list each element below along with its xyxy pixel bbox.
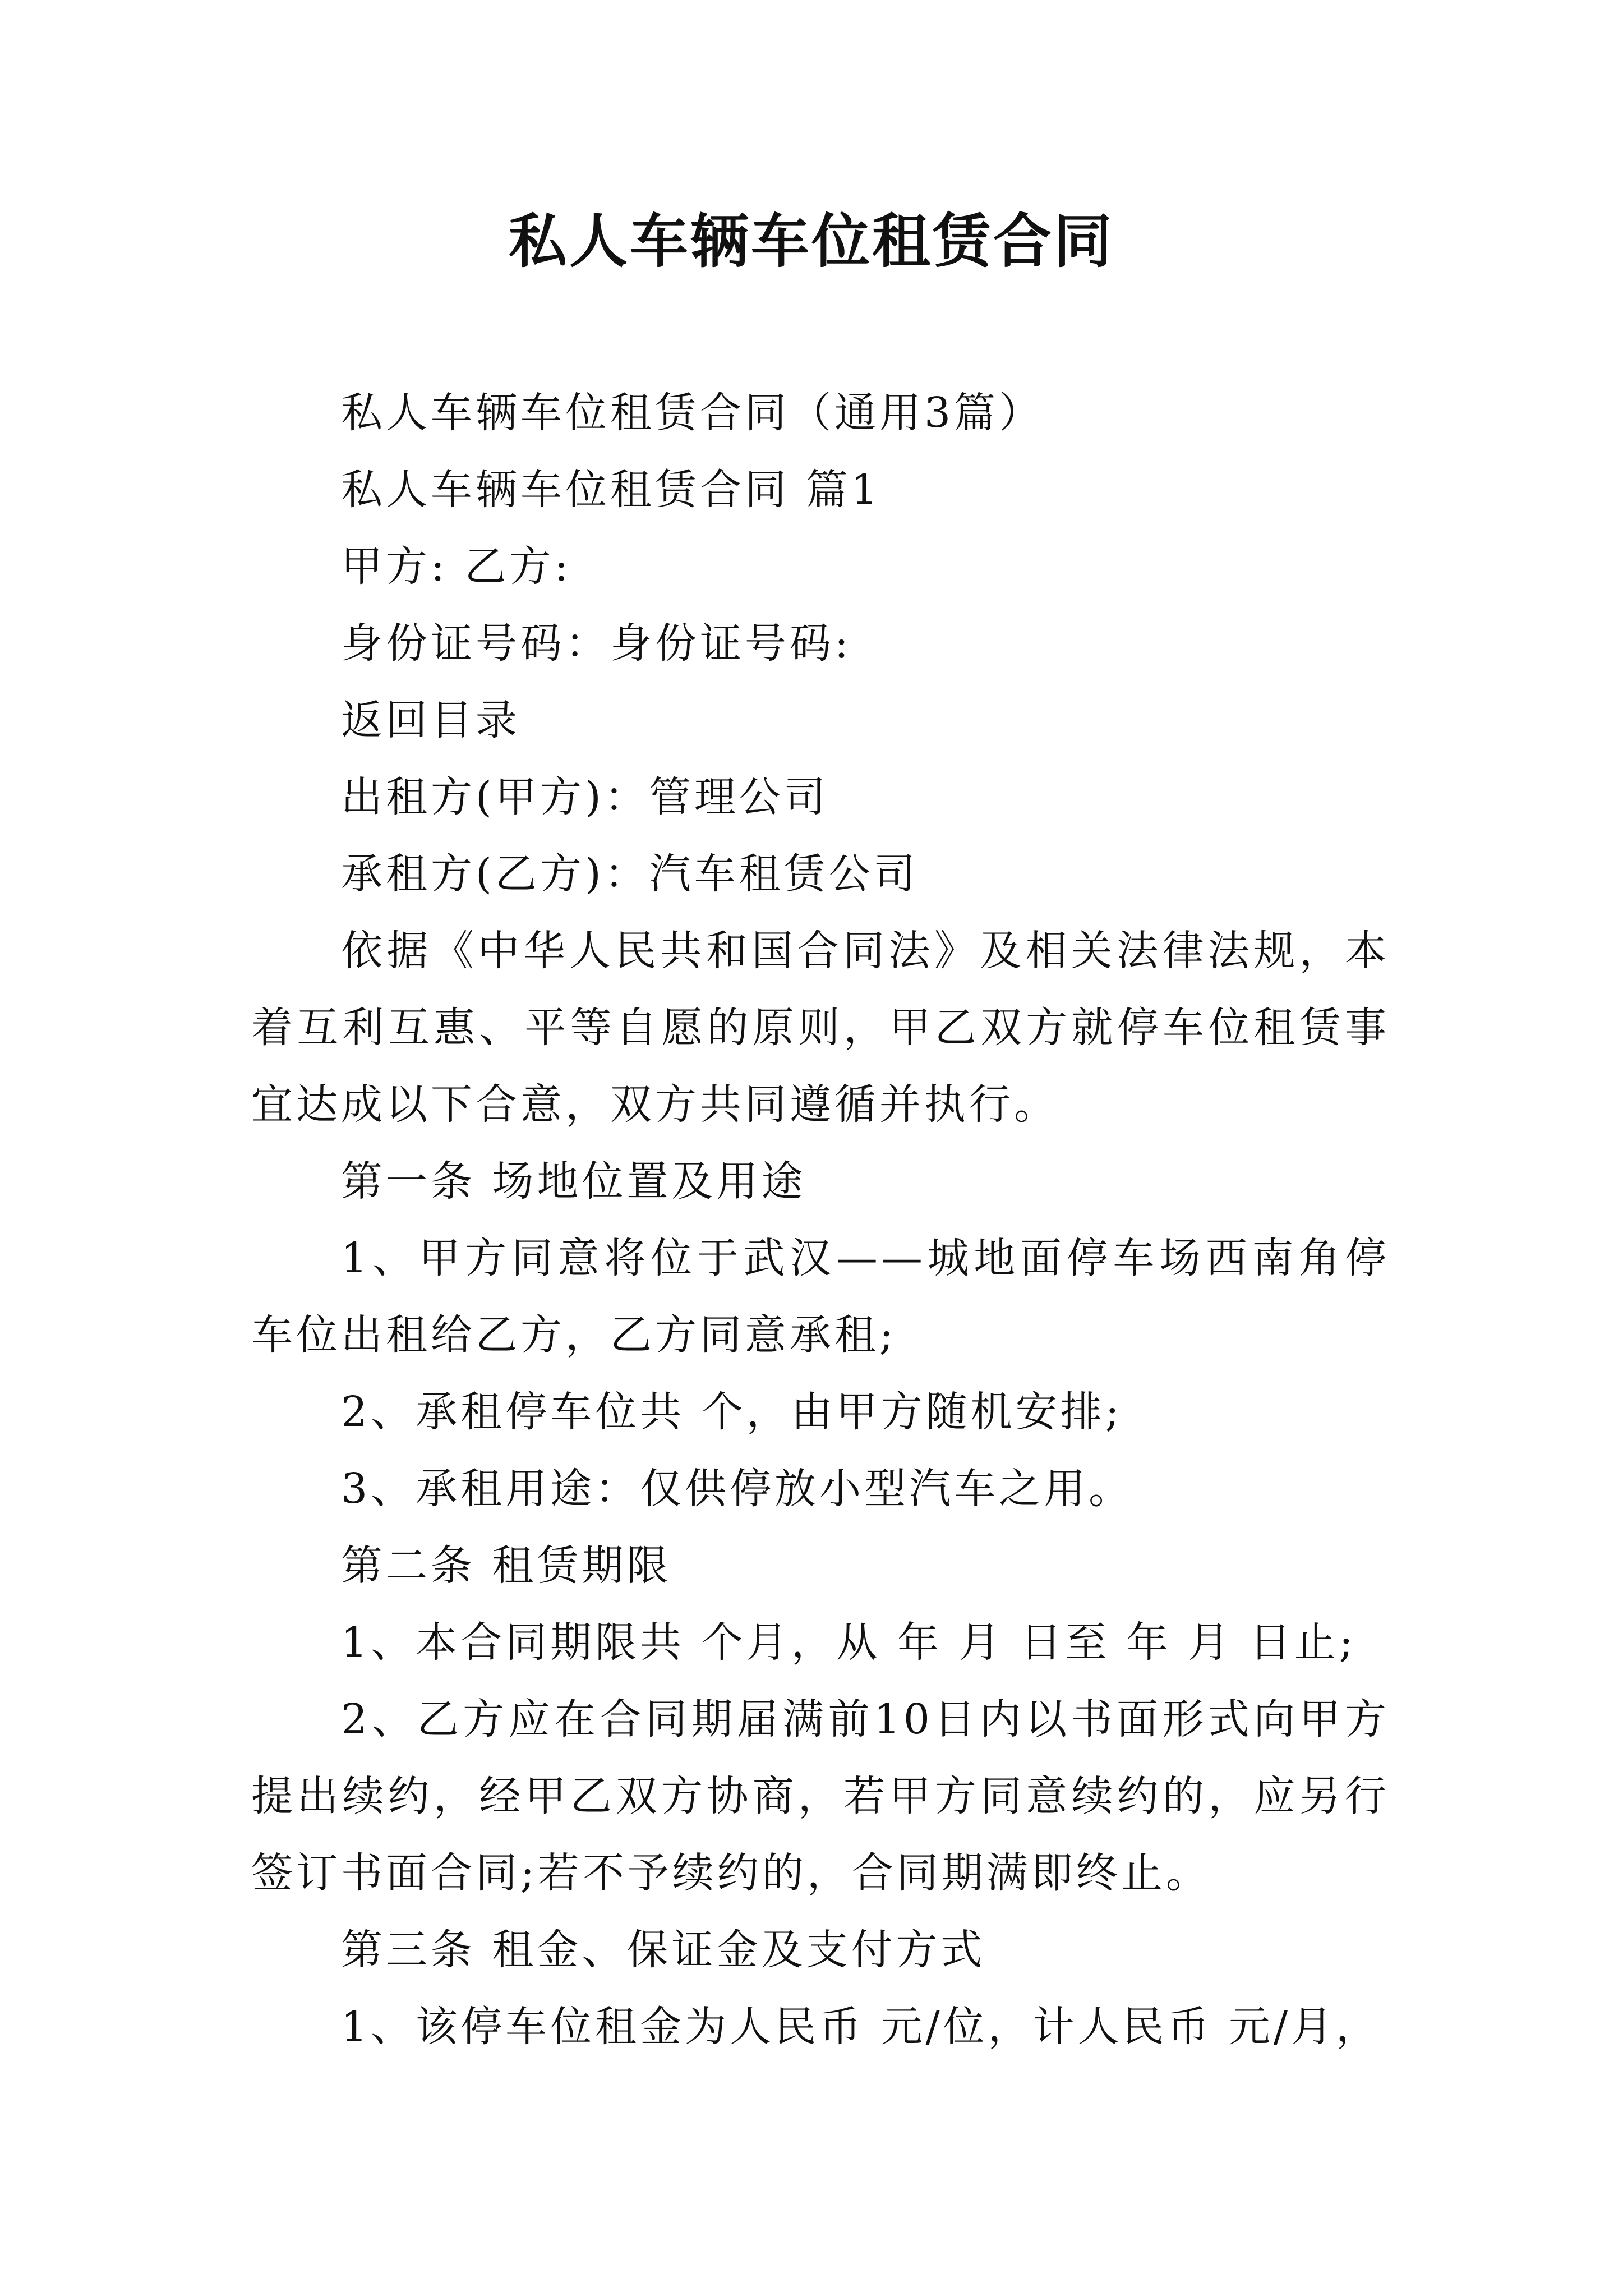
paragraph: 2、承租停车位共 个，由甲方随机安排; [341,1388,1123,1436]
paragraph: 私人车辆车位租赁合同 篇1 [341,466,881,514]
paragraph: 2、乙方应在合同期届满前10日内以书面形式向甲方提出续约，经甲乙双方协商，若甲方同意续约的，应另行签订书面合同;若不予续约的，合同期满即终止。 [251,1695,1390,1897]
section-heading: 第三条 租金、保证金及支付方式 [341,1926,986,1974]
paragraph: 3、承租用途：仅供停放小型汽车之用。 [341,1465,1134,1513]
section-heading: 第一条 场地位置及用途 [341,1157,806,1205]
paragraph: 身份证号码：身份证号码: [341,619,852,668]
paragraph: 1、该停车位租金为人民币 元/位，计人民币 元/月， [341,2003,1381,2051]
document-body [251,375,1390,2065]
paragraph: 私人车辆车位租赁合同（通用3篇） [341,389,1044,437]
paragraph: 甲方: 乙方: [341,542,572,591]
section-heading: 第二条 租赁期限 [341,1542,672,1590]
paragraph: 承租方(乙方)：汽车租赁公司 [341,850,919,898]
document-title: 私人车辆车位租赁合同 [508,206,1114,275]
paragraph: 1、甲方同意将位于武汉——城地面停车场西南角停车位出租给乙方，乙方同意承租; [251,1234,1390,1359]
paragraph: 出租方(甲方)：管理公司 [341,773,829,821]
paragraph: 依据《中华人民共和国合同法》及相关法律法规，本着互利互惠、平等自愿的原则，甲乙双方就停车位租赁事宜达成以下合意，双方共同遵循并执行。 [251,927,1390,1129]
return-to-contents-link[interactable]: 返回目录 [341,696,520,744]
paragraph: 1、本合同期限共 个月，从 年 月 日至 年 月 日止; [341,1618,1357,1667]
